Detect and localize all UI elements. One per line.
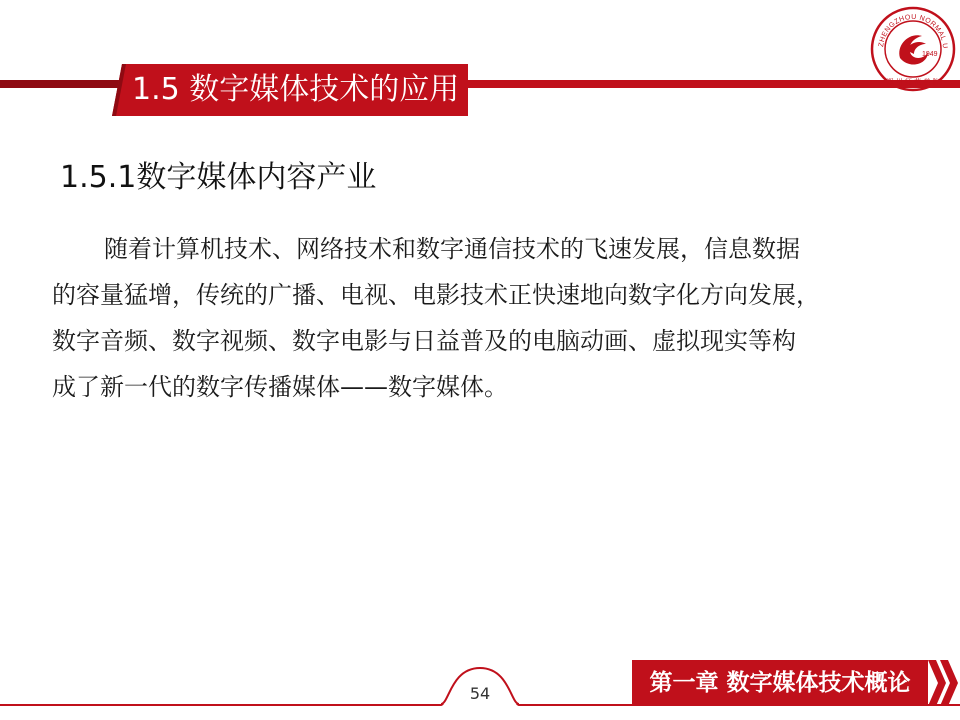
section-heading: 1.5.1数字媒体内容产业 [60, 160, 377, 195]
logo-year: 1949 [922, 51, 938, 58]
double-chevron-right-icon [928, 660, 960, 706]
chapter-label-box [632, 660, 928, 706]
header-rule-accent [0, 80, 120, 88]
paragraph-line: 的容量猛增，传统的广播、电视、电影技术正快速地向数字化方向发展， [52, 281, 820, 309]
university-seal-icon [870, 6, 956, 92]
paragraph-line: 成了新一代的数字传播媒体——数字媒体。 [52, 373, 508, 401]
chapter-label: 第一章 数字媒体技术概论 [649, 670, 911, 696]
paragraph-line: 数字音频、数字视频、数字电影与日益普及的电脑动画、虚拟现实等构 [52, 327, 796, 355]
page-number: 54 [469, 684, 491, 703]
svg-text:郑 州 师 范 学 院: 郑 州 师 范 学 院 [886, 78, 940, 86]
logo-text: ZHENGZHOU NORMAL U [878, 13, 949, 50]
paragraph-line: 随着计算机技术、网络技术和数字通信技术的飞速发展，信息数据 [104, 235, 800, 263]
slide-title: 1.5 数字媒体技术的应用 [132, 72, 460, 107]
slide-title-banner [112, 64, 468, 116]
content-paragraph [52, 226, 908, 410]
